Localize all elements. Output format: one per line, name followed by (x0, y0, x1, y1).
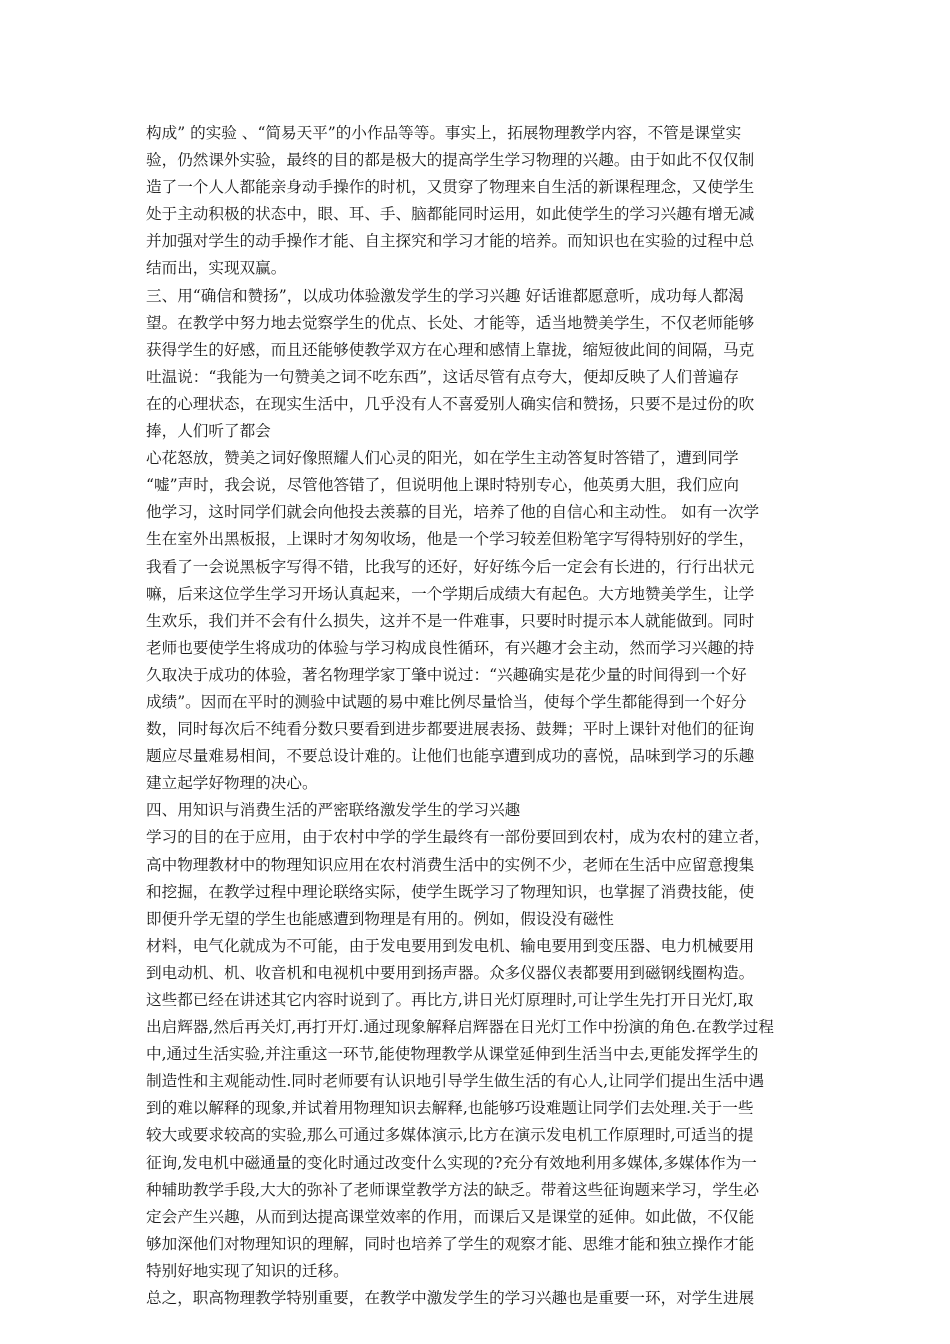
text-line: 在的心理状态，在现实生活中，几乎没有人不喜爱别人确实信和赞扬，只要不是过份的吹 (146, 394, 755, 413)
text-line: 造了一个人人都能亲身动手操作的时机，又贯穿了物理来自生活的新课程理念，又使学生 (146, 178, 755, 197)
text-line: 验，仍然课外实验，最终的目的都是极大的提高学生学习物理的兴趣。由于如此不仅仅制 (146, 151, 755, 170)
text-line: 成绩”。因而在平时的测验中试题的易中难比例尽量恰当，使每个学生都能得到一个好分 (146, 692, 747, 711)
text-line: 处于主动积极的状态中，眼、耳、手、脑都能同时运用，如此使学生的学习兴趣有增无减 (146, 205, 755, 224)
text-line: 并加强对学生的动手操作才能、自主探究和学习才能的培养。而知识也在实验的过程中总 (146, 232, 755, 251)
text-line: 久取决于成功的体验，著名物理学家丁肇中说过：“兴趣确实是花少量的时间得到一个好 (146, 665, 747, 684)
document-body (146, 120, 810, 1312)
text-line: 建立起学好物理的决心。 (146, 774, 318, 793)
text-line: 望。在教学中努力地去觉察学生的优点、长处、才能等，适当地赞美学生，不仅老师能够 (146, 313, 755, 332)
text-line: 出启辉器,然后再关灯,再打开灯.通过现象解释启辉器在日光灯工作中扮演的角色.在教学过程 (146, 1018, 774, 1037)
text-line: 心花怒放，赞美之词好像照耀人们心灵的阳光，如在学生主动答复时答错了，遭到同学 (146, 449, 739, 468)
text-line: 制造性和主观能动性.同时老师要有认识地引导学生做生活的有心人,让同学们提出生活中遇 (146, 1072, 765, 1091)
text-line: 题应尽量难易相间，不要总设计难的。让他们也能享遭到成功的喜悦，品味到学习的乐趣 (146, 747, 755, 766)
text-line: 结而出，实现双赢。 (146, 259, 287, 278)
text-line: 较大或要求较高的实验,那么可通过多媒体演示,比方在演示发电机工作原理时,可适当的提 (146, 1126, 754, 1145)
text-line: 我看了一会说黑板字写得不错，比我写的还好，好好练今后一定会有长进的，行行出状元 (146, 557, 755, 576)
text-line: 嘛，后来这位学生学习开场认真起来，一个学期后成绩大有起色。大方地赞美学生，让学 (146, 584, 755, 603)
text-line: 获得学生的好感，而且还能够使教学双方在心理和感情上靠拢，缩短彼此间的间隔，马克 (146, 340, 755, 359)
text-line: 这些都已经在讲述其它内容时说到了。再比方,讲日光灯原理时,可让学生先打开日光灯,取 (146, 991, 754, 1009)
text-line: 吐温说：“我能为一句赞美之词不吃东西”，这话尽管有点夸大，便却反映了人们普遍存 (146, 367, 739, 386)
text-line: 高中物理教材中的物理知识应用在农村消费生活中的实例不少，老师在生活中应留意搜集 (146, 855, 755, 874)
text-line: 总之，职高物理教学特别重要，在教学中激发学生的学习兴趣也是重要一环，对学生进展 (146, 1289, 755, 1308)
text-line: 到电动机、机、收音机和电视机中要用到扬声器。众多仪器仪表都要用到磁钢线圈构造。 (146, 963, 755, 982)
text-line: “嘘”声时，我会说，尽管他答错了，但说明他上课时特别专心，他英勇大胆，我们应向 (146, 476, 739, 495)
text-line: 生在室外出黑板报，上课时才匆匆收场，他是一个学习较差但粉笔字写得特别好的学生， (146, 530, 755, 549)
text-line: 四、用知识与消费生活的严密联络激发学生的学习兴趣 (146, 801, 521, 820)
text-line: 中,通过生活实验,并注重这一环节,能使物理教学从课堂延伸到生活当中去,更能发挥学生的 (146, 1045, 759, 1064)
text-line: 学习的目的在于应用，由于农村中学的学生最终有一部份要回到农村，成为农村的建立者， (146, 828, 770, 847)
text-line: 到的难以解释的现象,并试着用物理知识去解释,也能够巧设难题让同学们去处理.关于一些 (146, 1099, 754, 1118)
text-line: 构成” 的实验 、“简易天平”的小作品等等。事实上，拓展物理教学内容，不管是课堂实 (146, 124, 742, 142)
text-line: 定会产生兴趣，从而到达提高课堂效率的作用，而课后又是课堂的延伸。如此做，不仅能 (146, 1207, 755, 1226)
text-line: 三、用“确信和赞扬”，以成功体验激发学生的学习兴趣 好话谁都愿意听，成功每人都渴 (146, 286, 744, 305)
text-line: 够加深他们对物理知识的理解，同时也培养了学生的观察才能、思维才能和独立操作才能 (146, 1234, 755, 1253)
text-line: 即便升学无望的学生也能感遭到物理是有用的。例如，假设没有磁性 (146, 909, 614, 928)
text-line: 生欢乐，我们并不会有什么损失，这并不是一件难事，只要时时提示本人就能做到。同时 (146, 611, 755, 630)
text-line: 老师也要使学生将成功的体验与学习构成良性循环，有兴趣才会主动，然而学习兴趣的持 (146, 638, 755, 657)
text-line: 特别好地实现了知识的迁移。 (146, 1261, 349, 1280)
text-line: 和挖掘，在教学过程中理论联络实际，使学生既学习了物理知识，也掌握了消费技能，使 (146, 882, 755, 901)
text-line: 数，同时每次后不纯看分数只要看到进步都要进展表扬、鼓舞；平时上课针对他们的征询 (146, 720, 755, 739)
text-line: 征询,发电机中磁通量的变化时通过改变什么实现的?充分有效地利用多媒体,多媒体作为一 (146, 1153, 757, 1172)
text-line: 材料，电气化就成为不可能，由于发电要用到发电机、输电要用到变压器、电力机械要用 (146, 936, 755, 955)
text-line: 他学习，这时同学们就会向他投去羡慕的目光，培养了他的自信心和主动性。 如有一次学 (146, 503, 760, 522)
text-line: 捧，人们听了都会 (146, 422, 271, 441)
text-line: 种辅助教学手段,大大的弥补了老师课堂教学方法的缺乏。带着这些征询题来学习，学生必 (146, 1180, 760, 1199)
